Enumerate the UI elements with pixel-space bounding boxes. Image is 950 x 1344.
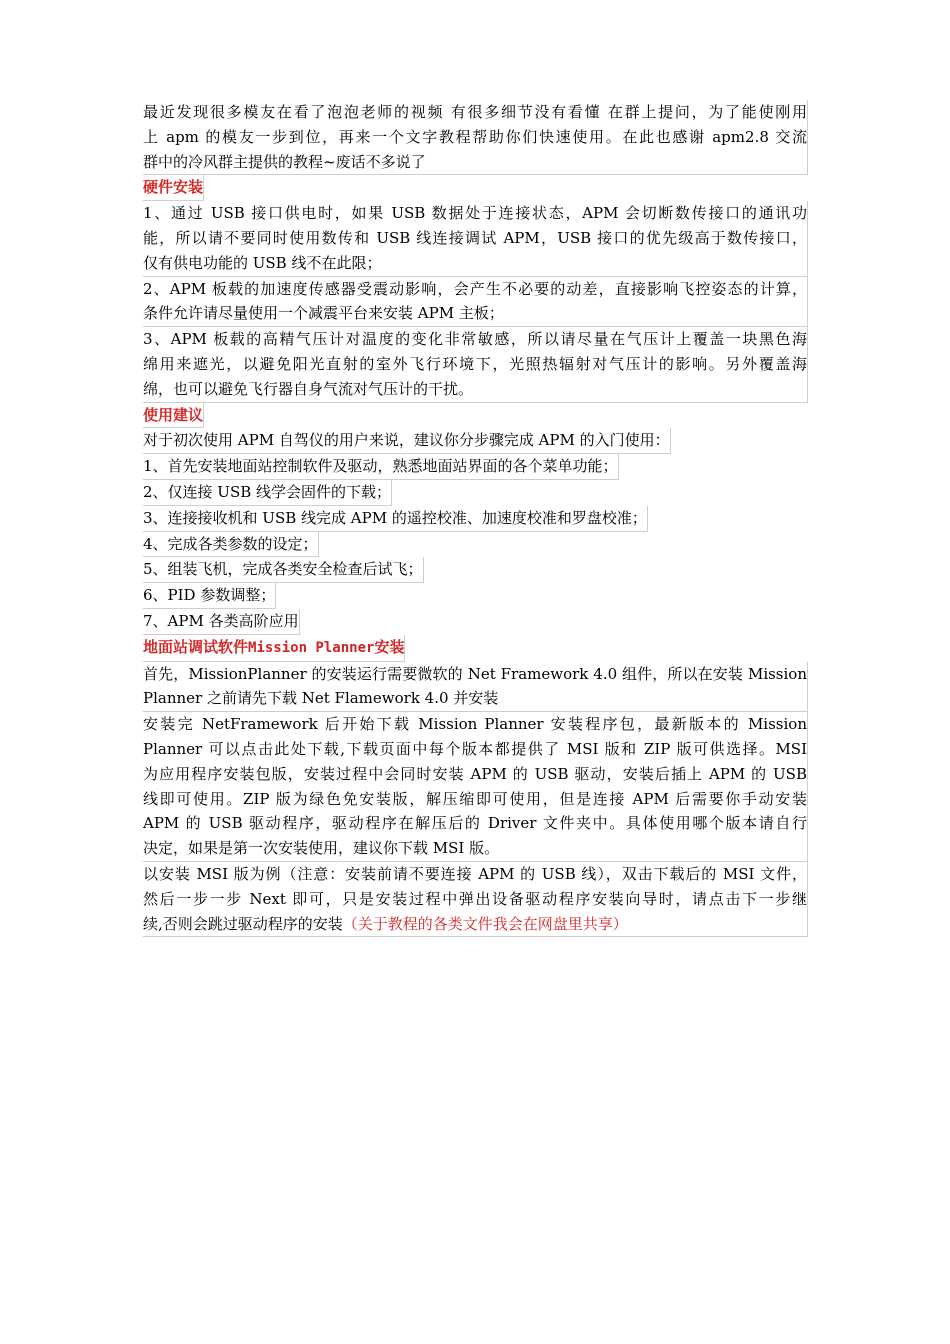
mp-line: Planner 之前请先下载 Net Flamework 4.0 并安装 — [143, 689, 499, 708]
hardware-item-3 — [143, 327, 808, 402]
usage-intro: 对于初次使用 APM 自驾仪的用户来说，建议你分步骤完成 APM 的入门使用： — [143, 428, 671, 454]
usage-step-7: 7、APM 各类高阶应用 — [143, 609, 300, 635]
usage-heading: 使用建议 — [143, 403, 204, 429]
hardware-line: 能，所以请不要同时使用数传和 USB 线连接调试 APM，USB 接口的优先级高于数传接口， — [143, 228, 807, 247]
usage-step-1: 1、首先安装地面站控制软件及驱动，熟悉地面站界面的各个菜单功能； — [143, 454, 619, 480]
mission-planner-paragraph-3 — [143, 862, 808, 937]
mp-line: 为应用程序安装包版，安装过程中会同时安装 APM 的 USB 驱动，安装后插上 APM 的 USB — [143, 764, 807, 783]
mp-line: 决定，如果是第一次安装使用，建议你下载 MSI 版。 — [143, 839, 500, 858]
mp-line: 然后一步一步 Next 即可，只是安装过程中弹出设备驱动程序安装向导时，请点击下一步继 — [143, 889, 807, 908]
intro-line: 最近发现很多模友在看了泡泡老师的视频 有很多细节没有看懂 在群上提问，为了能使刚用 — [143, 103, 807, 121]
usage-step-4: 4、完成各类参数的设定； — [143, 532, 319, 558]
intro-line: 上 apm 的模友一步到位，再来一个文字教程帮助你们快速使用。在此也感谢 apm2.8 交流 — [143, 127, 807, 146]
heading-prefix: 地面站调试软件 — [143, 637, 249, 656]
hardware-item-2 — [143, 277, 808, 328]
hardware-line: 绵用来遮光，以避免阳光直射的室外飞行环境下，光照热辐射对气压计的影响。另外覆盖海 — [143, 354, 807, 373]
mp-line-text: 续,否则会跳过驱动程序的安装 — [143, 914, 343, 933]
hardware-line: 仅有供电功能的 USB 线不在此限； — [143, 253, 382, 272]
heading-latin: Mission Planner — [248, 639, 375, 656]
shared-files-note: （关于教程的各类文件我会在网盘里共享） — [342, 914, 628, 933]
hardware-line: 绵，也可以避免飞行器自身气流对气压计的干扰。 — [143, 379, 474, 398]
usage-step-6: 6、PID 参数调整； — [143, 583, 276, 609]
mp-line: APM 的 USB 驱动程序，驱动程序在解压后的 Driver 文件夹中。具体使用哪个版本请自行 — [143, 814, 807, 833]
hardware-line: 2、APM 板载的加速度传感器受震动影响，会产生不必要的动差，直接影响飞控姿态的计算， — [143, 279, 807, 298]
hardware-heading: 硬件安装 — [143, 175, 204, 201]
mission-planner-heading — [143, 635, 405, 662]
hardware-line: 条件允许请尽量使用一个减震平台来安装 APM 主板； — [143, 304, 504, 323]
intro-line: 群中的冷风群主提供的教程~废话不多说了 — [143, 152, 426, 171]
heading-suffix: 安装 — [374, 637, 405, 656]
usage-step-2: 2、仅连接 USB 线学会固件的下载； — [143, 480, 392, 506]
mp-line: 线即可使用。ZIP 版为绿色免安装版，解压缩即可使用，但是连接 APM 后需要你手动安装 — [143, 789, 807, 808]
intro-paragraph — [143, 100, 808, 175]
hardware-item-1 — [143, 201, 808, 276]
mission-planner-paragraph-2 — [143, 712, 808, 862]
mission-planner-paragraph-1 — [143, 662, 808, 713]
mp-line-last — [143, 912, 807, 937]
hardware-line: 1、通过 USB 接口供电时，如果 USB 数据处于连接状态，APM 会切断数传接口的通讯功 — [143, 204, 807, 223]
mp-line: 首先，MissionPlanner 的安装运行需要微软的 Net Framework 4.0 组件，所以在安装 Mission — [143, 664, 807, 683]
usage-step-3: 3、连接接收机和 USB 线完成 APM 的遥控校准、加速度校准和罗盘校准； — [143, 506, 648, 532]
mp-line: 以安装 MSI 版为例（注意：安装前请不要连接 APM 的 USB 线），双击下载后的 MSI 文件， — [143, 864, 807, 883]
mp-line: Planner 可以点击此处下载,下载页面中每个版本都提供了 MSI 版和 ZIP 版可供选择。MSI — [143, 739, 807, 758]
usage-step-5: 5、组装飞机，完成各类安全检查后试飞； — [143, 557, 424, 583]
document-page — [143, 100, 808, 937]
mp-line: 安装完 NetFramework 后开始下载 Mission Planner 安装程序包，最新版本的 Mission — [143, 715, 807, 734]
hardware-line: 3、APM 板载的高精气压计对温度的变化非常敏感，所以请尽量在气压计上覆盖一块黑色海 — [143, 330, 807, 349]
